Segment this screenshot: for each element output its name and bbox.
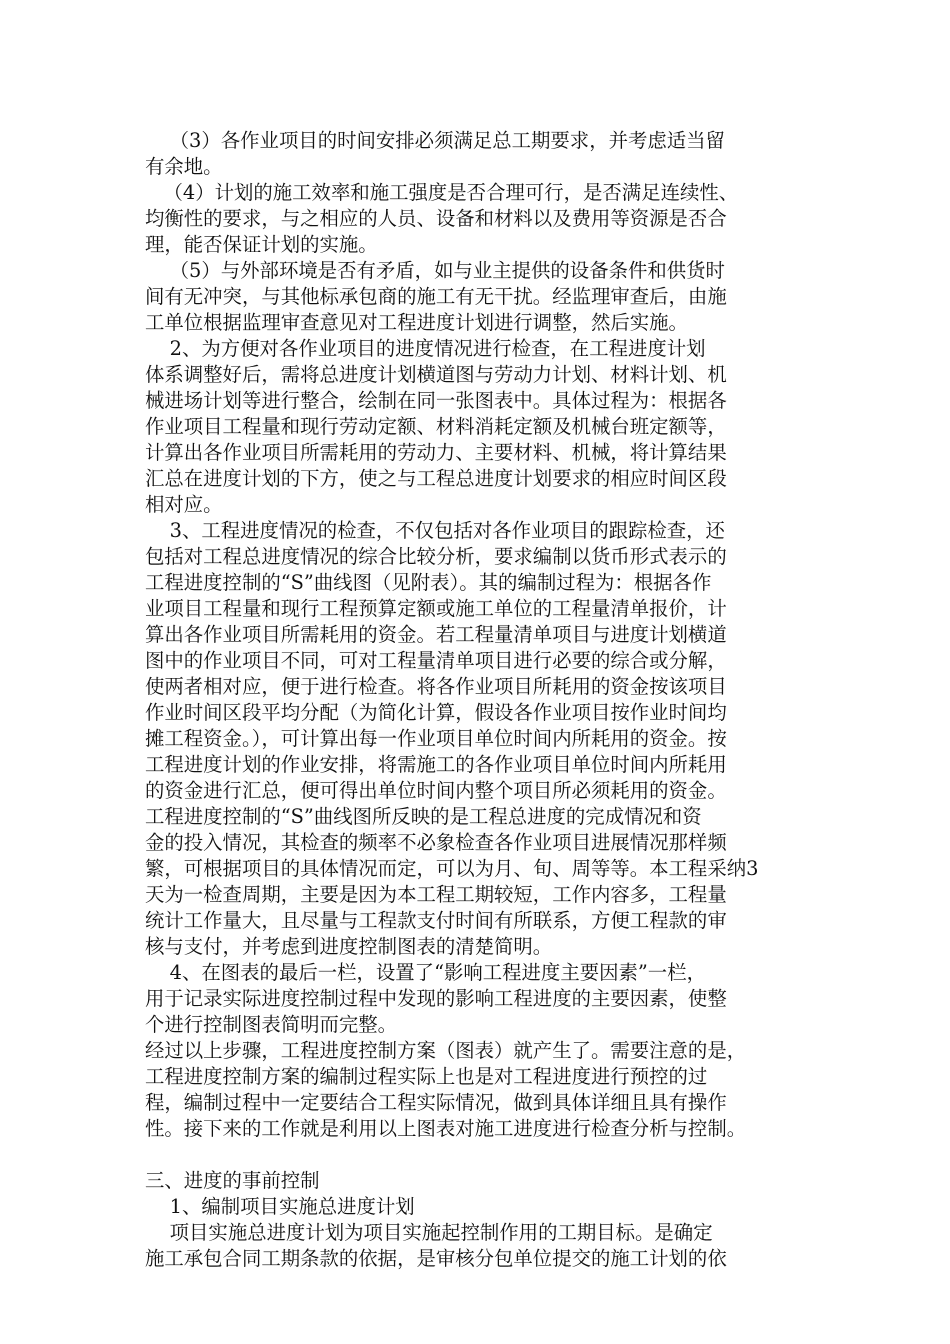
text-line: 有余地。 [145, 155, 223, 178]
text-line: 核与支付，并考虑到进度控制图表的清楚简明。 [145, 935, 553, 958]
text-line: 项目实施总进度计划为项目实施起控制作用的工期目标。是确定 [145, 1221, 713, 1244]
text-line: 械进场计划等进行整合，绘制在同一张图表中。具体过程为：根据各 [145, 389, 727, 412]
text-line: 使两者相对应，便于进行检查。将各作业项目所耗用的资金按该项目 [145, 675, 727, 698]
text-line: 工单位根据监理审查意见对工程进度计划进行调整，然后实施。 [145, 311, 688, 334]
text-line: 工程进度计划的作业安排，将需施工的各作业项目单位时间内所耗用 [145, 753, 727, 776]
text-line: 作业项目工程量和现行劳动定额、材料消耗定额及机械台班定额等， [145, 415, 727, 438]
text-line: 摊工程资金。），可计算出每一作业项目单位时间内所耗用的资金。按 [145, 727, 727, 750]
text-line: 金的投入情况，其检查的频率不必象检查各作业项目进展情况那样频 [145, 831, 727, 854]
text-line: 工程进度控制的“S”曲线图所反映的是工程总进度的完成情况和资 [145, 805, 702, 828]
text-line: 个进行控制图表简明而完整。 [145, 1013, 398, 1036]
text-line: 统计工作量大，且尽量与工程款支付时间有所联系，方便工程款的审 [145, 909, 727, 932]
text-line: 汇总在进度计划的下方，使之与工程总进度计划要求的相应时间区段 [145, 467, 727, 490]
text-line: 用于记录实际进度控制过程中发现的影响工程进度的主要因素，使整 [145, 987, 727, 1010]
text-line: 3、工程进度情况的检查，不仅包括对各作业项目的跟踪检查，还 [145, 519, 725, 542]
text-line: 理，能否保证计划的实施。 [145, 233, 378, 256]
text-line: 作业时间区段平均分配（为简化计算，假设各作业项目按作业时间均 [145, 701, 727, 724]
text-line: 4、在图表的最后一栏，设置了“影响工程进度主要因素”一栏， [145, 961, 706, 984]
text-line: （5）与外部环境是否有矛盾，如与业主提供的设备条件和供货时 [145, 259, 725, 282]
text-line: 经过以上步骤，工程进度控制方案（图表）就产生了。需要注意的是， [145, 1039, 747, 1062]
text-line: 程，编制过程中一定要结合工程实际情况，做到具体详细且具有操作 [145, 1091, 727, 1114]
text-line: 体系调整好后，需将总进度计划横道图与劳动力计划、材料计划、机 [145, 363, 727, 386]
text-line: 天为一检查周期，主要是因为本工程工期较短，工作内容多，工程量 [145, 883, 727, 906]
text-line: 工程进度控制方案的编制过程实际上也是对工程进度进行预控的过 [145, 1065, 708, 1088]
text-line: 图中的作业项目不同，可对工程量清单项目进行必要的综合或分解， [145, 649, 727, 672]
text-line: 的资金进行汇总，便可得出单位时间内整个项目所必须耗用的资金。 [145, 779, 727, 802]
section-heading: 三、进度的事前控制 [145, 1169, 320, 1192]
text-line: 计算出各作业项目所需耗用的劳动力、主要材料、机械，将计算结果 [145, 441, 727, 464]
text-line: 均衡性的要求，与之相应的人员、设备和材料以及费用等资源是否合 [145, 207, 727, 230]
text-line: 工程进度控制的“S”曲线图（见附表）。其的编制过程为：根据各作 [145, 571, 712, 594]
text-line: （4）计划的施工效率和施工强度是否合理可行，是否满足连续性、 [145, 181, 739, 204]
subsection-heading: 1、编制项目实施总进度计划 [145, 1195, 415, 1218]
text-line: 包括对工程总进度情况的综合比较分析，要求编制以货币形式表示的 [145, 545, 727, 568]
text-line: （3）各作业项目的时间安排必须满足总工期要求，并考虑适当留 [145, 129, 725, 152]
text-line: 施工承包合同工期条款的依据，是审核分包单位提交的施工计划的依 [145, 1247, 727, 1270]
text-line: 算出各作业项目所需耗用的资金。若工程量清单项目与进度计划横道 [145, 623, 727, 646]
text-line: 繁，可根据项目的具体情况而定，可以为月、旬、周等等。本工程采纳3 [145, 857, 759, 880]
text-line: 间有无冲突，与其他标承包商的施工有无干扰。经监理审查后，由施 [145, 285, 727, 308]
text-line: 2、为方便对各作业项目的进度情况进行检查，在工程进度计划 [145, 337, 706, 360]
text-line: 相对应。 [145, 493, 223, 516]
text-line: 性。接下来的工作就是利用以上图表对施工进度进行检查分析与控制。 [145, 1117, 747, 1140]
text-line: 业项目工程量和现行工程预算定额或施工单位的工程量清单报价，计 [145, 597, 727, 620]
